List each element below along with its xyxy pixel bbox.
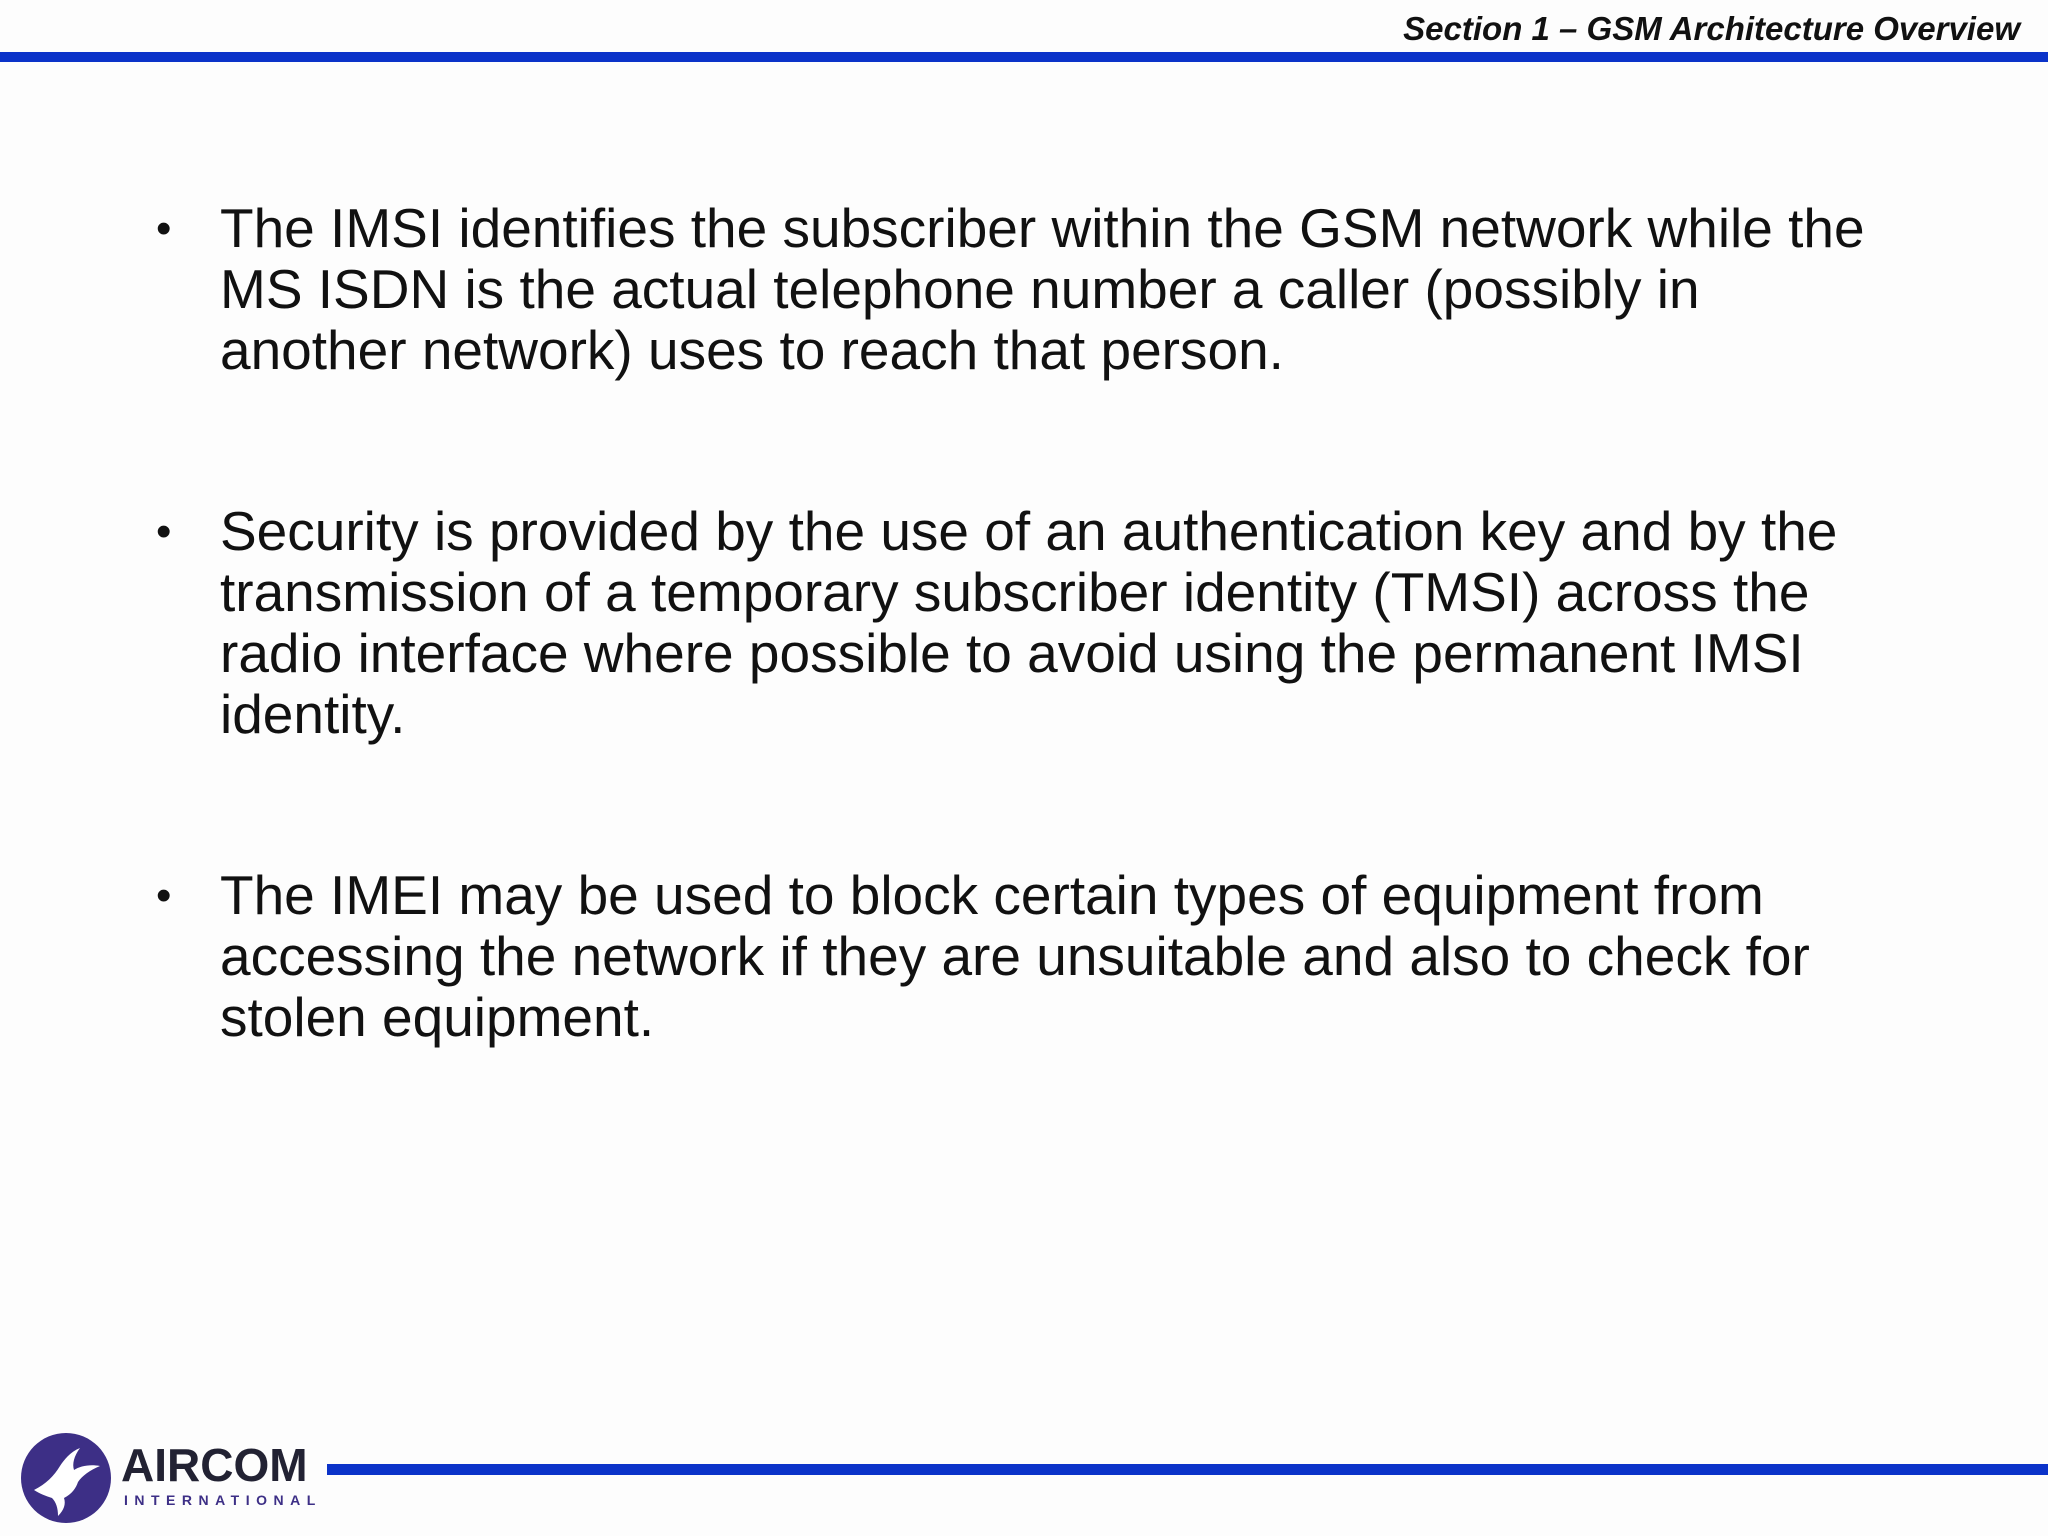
bird-logo-icon — [20, 1432, 112, 1524]
header-divider — [0, 52, 2048, 62]
logo-name: AIRCOM — [121, 1439, 308, 1491]
bullet-item — [150, 865, 1870, 1048]
bullet-text: The IMEI may be used to block certain types of equipment from accessing the network if they are unsuitable and also to check for stolen equipment. — [220, 864, 1810, 1048]
bullet-text: Security is provided by the use of an authentication key and by the transmission of a temporary subscriber identity (TMSI) across the radio interface where possible to avoid using the permanent IMSI identity. — [220, 500, 1838, 745]
aircom-logo — [20, 1432, 320, 1524]
bullet-marker: • — [156, 204, 172, 253]
bullet-marker: • — [156, 507, 172, 556]
section-title: Section 1 – GSM Architecture Overview — [1403, 10, 2020, 47]
footer-divider — [327, 1464, 2048, 1475]
bullet-text: The IMSI identifies the subscriber within the GSM network while the MS ISDN is the actual telephone number a caller (possibly in another network) uses to reach that person. — [220, 197, 1865, 381]
bullet-item — [150, 501, 1870, 745]
logo-subtitle: INTERNATIONAL — [124, 1492, 322, 1508]
bullet-marker: • — [156, 871, 172, 920]
bullet-item — [150, 198, 1870, 381]
